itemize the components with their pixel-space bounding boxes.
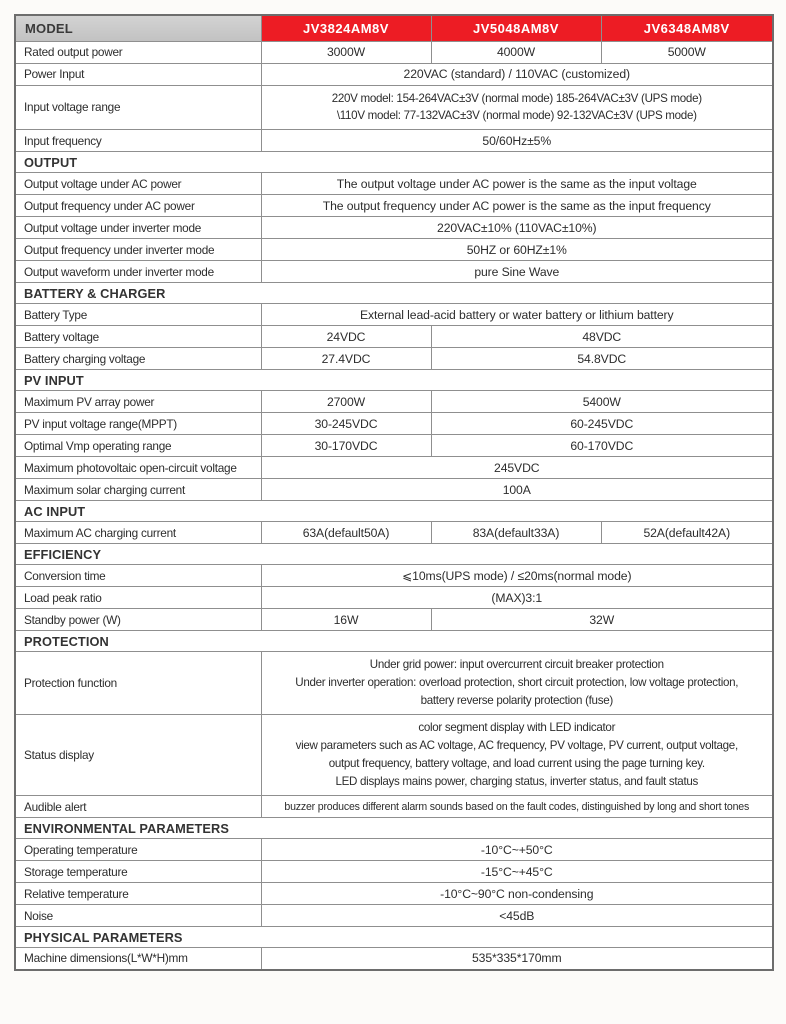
spec-label-cell: Relative temperature <box>15 883 261 905</box>
spec-label-cell: Audible alert <box>15 796 261 818</box>
spec-value-cell: -10°C~90°C non-condensing <box>261 883 773 905</box>
spec-row <box>15 905 773 927</box>
spec-value-cell: 220VAC±10% (110VAC±10%) <box>261 217 773 239</box>
model-header-label: MODEL <box>15 15 261 41</box>
spec-value-cell: 54.8VDC <box>431 348 773 370</box>
spec-value-cell: 50/60Hz±5% <box>261 130 773 152</box>
spec-label-cell: Input frequency <box>15 130 261 152</box>
spec-label-cell: Battery voltage <box>15 326 261 348</box>
spec-row <box>15 457 773 479</box>
spec-value-cell: Under grid power: input overcurrent circuit breaker protection Under inverter operation: overload protection, short circuit protection, low voltage protection, battery reverse polarity protection (fuse) <box>261 652 773 715</box>
spec-label-cell: Battery Type <box>15 304 261 326</box>
model-name-jv6348am8v: JV6348AM8V <box>601 15 773 41</box>
model-name-jv5048am8v: JV5048AM8V <box>431 15 601 41</box>
spec-row <box>15 587 773 609</box>
spec-value-cell: 5000W <box>601 41 773 63</box>
section-header-cell: PHYSICAL PARAMETERS <box>15 927 773 948</box>
section-header-cell: EFFICIENCY <box>15 544 773 565</box>
spec-row <box>15 479 773 501</box>
spec-row <box>15 173 773 195</box>
spec-value-cell: <45dB <box>261 905 773 927</box>
spec-row <box>15 261 773 283</box>
spec-label-cell: Input voltage range <box>15 85 261 130</box>
section-row <box>15 370 773 391</box>
spec-value-cell: 245VDC <box>261 457 773 479</box>
section-header-cell: PV INPUT <box>15 370 773 391</box>
spec-value-cell: 30-245VDC <box>261 413 431 435</box>
section-header-cell: ENVIRONMENTAL PARAMETERS <box>15 818 773 839</box>
spec-value-cell: 32W <box>431 609 773 631</box>
spec-value-cell: 2700W <box>261 391 431 413</box>
spec-value-cell: buzzer produces different alarm sounds based on the fault codes, distinguished by long and short tones <box>261 796 773 818</box>
spec-row <box>15 348 773 370</box>
spec-row <box>15 861 773 883</box>
section-row <box>15 544 773 565</box>
spec-row <box>15 609 773 631</box>
spec-label-cell: Output voltage under AC power <box>15 173 261 195</box>
spec-value-cell: 5400W <box>431 391 773 413</box>
spec-value-cell: 60-170VDC <box>431 435 773 457</box>
spec-row <box>15 522 773 544</box>
spec-label-cell: Maximum AC charging current <box>15 522 261 544</box>
spec-label-cell: Maximum solar charging current <box>15 479 261 501</box>
spec-label-cell: PV input voltage range(MPPT) <box>15 413 261 435</box>
spec-value-cell: 27.4VDC <box>261 348 431 370</box>
spec-value-cell: 220V model: 154-264VAC±3V (normal mode) 185-264VAC±3V (UPS mode) \110V model: 77-132VAC±3V (normal mode) 92-132VAC±3V (UPS mode) <box>261 85 773 130</box>
spec-value-cell: -10°C~+50°C <box>261 839 773 861</box>
spec-table-body <box>15 41 773 970</box>
spec-value-cell: 50HZ or 60HZ±1% <box>261 239 773 261</box>
spec-label-cell: Noise <box>15 905 261 927</box>
spec-value-cell: 535*335*170mm <box>261 948 773 970</box>
spec-value-cell: 16W <box>261 609 431 631</box>
spec-row <box>15 435 773 457</box>
spec-label-cell: Protection function <box>15 652 261 715</box>
spec-value-cell: The output voltage under AC power is the same as the input voltage <box>261 173 773 195</box>
spec-row <box>15 796 773 818</box>
model-name-jv3824am8v: JV3824AM8V <box>261 15 431 41</box>
spec-label-cell: Output waveform under inverter mode <box>15 261 261 283</box>
spec-value-cell: 3000W <box>261 41 431 63</box>
spec-row <box>15 839 773 861</box>
spec-label-cell: Standby power (W) <box>15 609 261 631</box>
spec-value-cell: 52A(default42A) <box>601 522 773 544</box>
spec-row <box>15 85 773 130</box>
spec-label-cell: Conversion time <box>15 565 261 587</box>
spec-label-cell: Output voltage under inverter mode <box>15 217 261 239</box>
spec-label-cell: Maximum photovoltaic open-circuit voltage <box>15 457 261 479</box>
spec-value-cell: 220VAC (standard) / 110VAC (customized) <box>261 63 773 85</box>
section-header-cell: PROTECTION <box>15 631 773 652</box>
spec-row <box>15 715 773 796</box>
spec-label-cell: Battery charging voltage <box>15 348 261 370</box>
spec-value-cell: pure Sine Wave <box>261 261 773 283</box>
inverter-spec-table <box>14 14 774 971</box>
model-header-row <box>15 15 773 41</box>
spec-value-cell: 24VDC <box>261 326 431 348</box>
spec-label-cell: Storage temperature <box>15 861 261 883</box>
section-header-cell: OUTPUT <box>15 152 773 173</box>
spec-label-cell: Optimal Vmp operating range <box>15 435 261 457</box>
spec-row <box>15 41 773 63</box>
section-row <box>15 152 773 173</box>
spec-label-cell: Status display <box>15 715 261 796</box>
spec-row <box>15 239 773 261</box>
spec-row <box>15 130 773 152</box>
spec-value-cell: 100A <box>261 479 773 501</box>
section-header-cell: BATTERY & CHARGER <box>15 283 773 304</box>
spec-row <box>15 304 773 326</box>
spec-label-cell: Operating temperature <box>15 839 261 861</box>
spec-row <box>15 391 773 413</box>
spec-value-cell: 60-245VDC <box>431 413 773 435</box>
spec-value-cell: External lead-acid battery or water battery or lithium battery <box>261 304 773 326</box>
section-row <box>15 501 773 522</box>
spec-value-cell: 63A(default50A) <box>261 522 431 544</box>
spec-row <box>15 326 773 348</box>
section-row <box>15 283 773 304</box>
spec-value-cell: -15°C~+45°C <box>261 861 773 883</box>
spec-row <box>15 948 773 970</box>
spec-row <box>15 883 773 905</box>
spec-row <box>15 195 773 217</box>
spec-value-cell: The output frequency under AC power is the same as the input frequency <box>261 195 773 217</box>
spec-label-cell: Load peak ratio <box>15 587 261 609</box>
section-header-cell: AC INPUT <box>15 501 773 522</box>
spec-label-cell: Rated output power <box>15 41 261 63</box>
section-row <box>15 818 773 839</box>
spec-value-cell: color segment display with LED indicator view parameters such as AC voltage, AC frequency, PV voltage, PV current, output voltage, output frequency, battery voltage, and load current using the page turning key. LED displays mains power, charging status, inverter status, and fault status <box>261 715 773 796</box>
spec-row <box>15 217 773 239</box>
spec-label-cell: Power Input <box>15 63 261 85</box>
spec-row <box>15 413 773 435</box>
spec-value-cell: 48VDC <box>431 326 773 348</box>
spec-label-cell: Maximum PV array power <box>15 391 261 413</box>
spec-value-cell: (MAX)3:1 <box>261 587 773 609</box>
spec-value-cell: 30-170VDC <box>261 435 431 457</box>
spec-value-cell: ⩽10ms(UPS mode) / ≤20ms(normal mode) <box>261 565 773 587</box>
spec-label-cell: Output frequency under inverter mode <box>15 239 261 261</box>
spec-label-cell: Machine dimensions(L*W*H)mm <box>15 948 261 970</box>
spec-row <box>15 565 773 587</box>
section-row <box>15 927 773 948</box>
section-row <box>15 631 773 652</box>
spec-row <box>15 652 773 715</box>
spec-value-cell: 4000W <box>431 41 601 63</box>
spec-row <box>15 63 773 85</box>
spec-value-cell: 83A(default33A) <box>431 522 601 544</box>
spec-label-cell: Output frequency under AC power <box>15 195 261 217</box>
